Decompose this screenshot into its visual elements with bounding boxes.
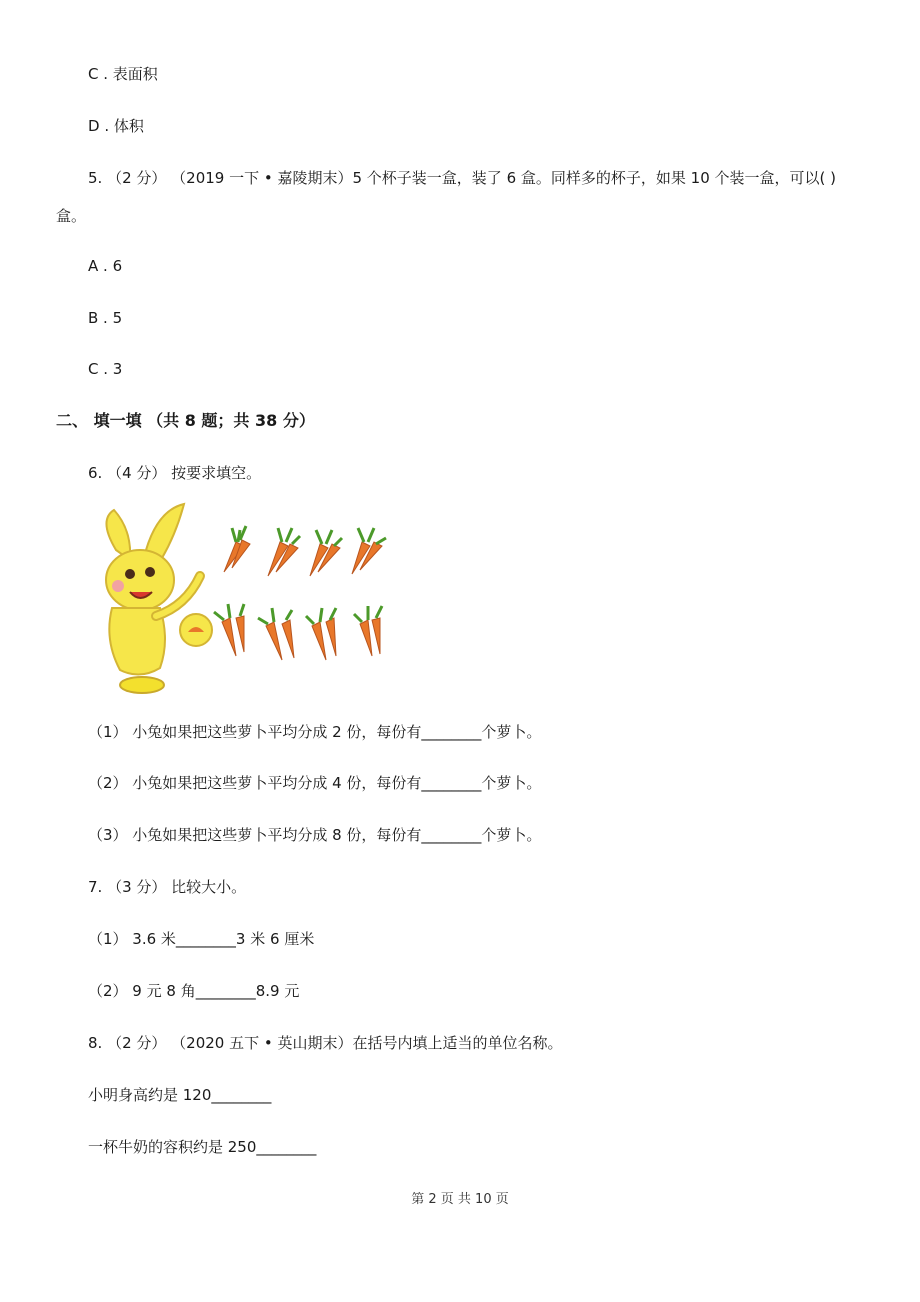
option-b: B . 5 [88,309,123,327]
carrot-icon [268,528,300,576]
option-d: D . 体积 [88,117,144,135]
question-6-part-3: （3） 小兔如果把这些萝卜平均分成 8 份，每份有________个萝卜。 [88,826,542,844]
carrot-icon [306,608,336,660]
carrot-group [214,526,386,660]
carrot-icon [352,528,386,574]
option-c: C . 表面积 [88,65,158,83]
carrot-icon [214,604,244,656]
question-8-line-2: 一杯牛奶的容积约是 250________ [88,1138,317,1156]
carrot-icon [354,606,382,656]
question-6-part-1: （1） 小兔如果把这些萝卜平均分成 2 份，每份有________个萝卜。 [88,723,542,741]
section-heading: 二、 填一填 （共 8 题；共 38 分） [56,411,315,430]
option-a: A . 6 [88,257,123,275]
rabbit-icon [106,504,212,693]
question-5-stem: 5. （2 分） （2019 一下 • 嘉陵期末）5 个杯子装一盒，装了 6 盒。同样多的杯子，如果 10 个装一盒，可以( ) [88,169,836,187]
rabbit-carrots-illustration [96,500,396,700]
question-8-line-1: 小明身高约是 120________ [88,1086,272,1104]
question-7-stem: 7. （3 分） 比较大小。 [88,878,247,896]
carrot-icon [224,526,250,572]
page-footer: 第 2 页 共 10 页 [411,1192,509,1207]
question-5-stem-cont: 盒。 [56,207,87,225]
question-7-part-1: （1） 3.6 米________3 米 6 厘米 [88,930,315,948]
question-7-part-2: （2） 9 元 8 角________8.9 元 [88,982,300,1000]
question-8-stem: 8. （2 分） （2020 五下 • 英山期末）在括号内填上适当的单位名称。 [88,1034,563,1052]
question-6-stem: 6. （4 分） 按要求填空。 [88,464,262,482]
question-6-part-2: （2） 小兔如果把这些萝卜平均分成 4 份，每份有________个萝卜。 [88,774,542,792]
option-c: C . 3 [88,360,123,378]
carrot-icon [258,608,294,660]
carrot-icon [310,530,342,576]
